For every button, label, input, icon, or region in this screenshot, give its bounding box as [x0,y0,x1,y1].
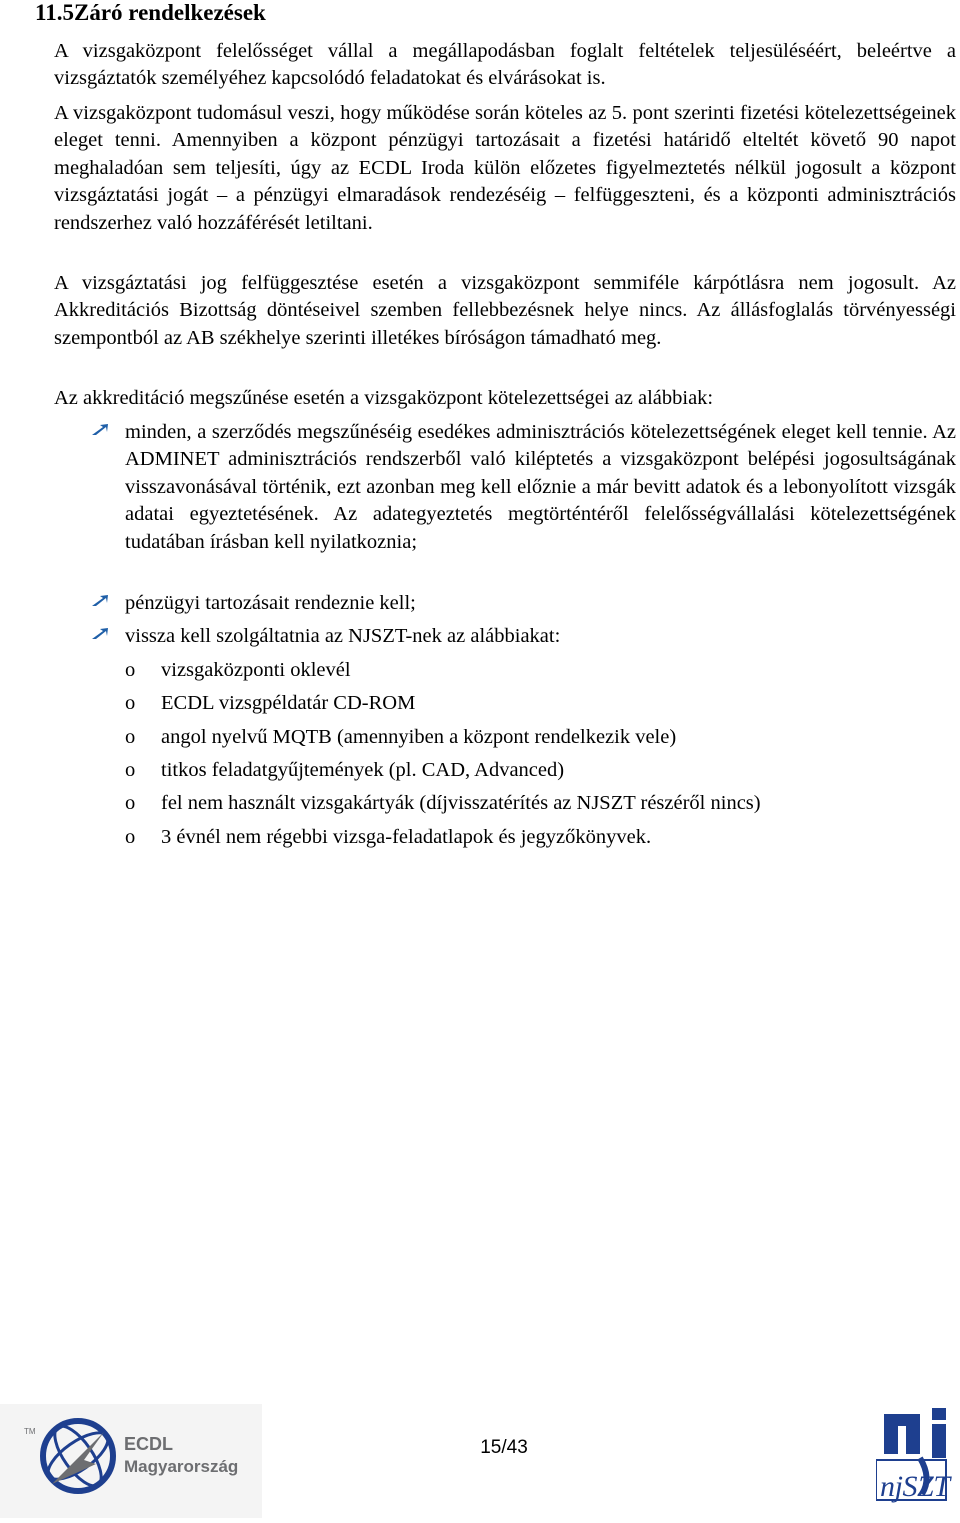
njszt-logo-text: njSZT [880,1470,950,1503]
arrow-bullet-icon [92,595,108,607]
sub-list-marker: o [125,726,136,748]
logo-subtitle: Magyarország [124,1457,239,1476]
sub-list-text: titkos feladatgyűjtemények (pl. CAD, Advanced) [161,759,565,781]
sub-list-marker: o [125,792,136,814]
paragraph-suspension: A vizsgáztatási jog felfüggesztése esetén a vizsgaközpont semmiféle kárpótlásra nem jogosult. Az Akkreditációs Bizottság döntéseivel szemben fellebbezésnek helye nincs. Az állásfoglalás törvényességi szempontból az AB székhelye szerinti illetékes bíróságon támadható meg. [54,272,956,349]
section-heading: 11.5Záró rendelkezések [35,0,266,25]
logo-title: ECDL [124,1434,173,1454]
logo-trademark: TM [24,1427,36,1436]
sub-list-marker: o [125,759,136,781]
sub-list-marker: o [125,826,136,848]
sub-list-marker: o [125,692,136,714]
sub-list-text: fel nem használt vizsgakártyák (díjvisszatérítés az NJSZT részéről nincs) [161,792,761,814]
paragraph-termination-intro: Az akkreditáció megszűnése esetén a vizsgaközpont kötelezettségei az alábbiak: [54,387,714,409]
njszt-logo-icon [876,1408,958,1506]
sub-list-text: ECDL vizsgpéldatár CD-ROM [161,692,416,714]
sub-list-text: angol nyelvű MQTB (amennyiben a központ rendelkezik vele) [161,726,677,748]
bullet-text: minden, a szerződés megszűnéséig esedékes adminisztrációs kötelezettségének eleget kell tennie. Az ADMINET adminisztrációs rendszerből való kiléptetés a vizsgaközpont belépési jogosultságának visszavonásával történik, ezt azonban meg kell előznie a már bevitt adatok és a lebonyolított vizsgák adatai egyeztetésének. Az adategyeztetés megtörténtéről felelősségvállalási kötelezettségének tudatában írásban kell nyilatkoznia; [125,421,956,553]
njszt-logo [876,1408,958,1506]
sub-list-text: vizsgaközponti oklevél [161,659,351,681]
paragraph-payment-obligations: A vizsgaközpont tudomásul veszi, hogy működése során köteles az 5. pont szerinti fizetési kötelezettségeinek eleget tenni. Amennyiben a központ pénzügyi tartozásait a fizetési határidő elteltét követő 90 napot meghaladóan sem teljesíti, úgy az ECDL Iroda külön előzetes figyelmeztetés nélkül jogosult a központ vizsgáztatási jogát – a pénzügyi elmaradások rendezéséig – felfüggeszteni, és a központi adminisztrációs rendszerhez való hozzáférését letiltani. [54,102,956,234]
ecdl-logo [0,1404,262,1518]
ecdl-globe-icon [0,1404,262,1518]
bullet-text: vissza kell szolgáltatnia az NJSZT-nek az alábbiakat: [125,625,561,647]
arrow-bullet-icon [92,628,108,640]
paragraph-responsibility: A vizsgaközpont felelősséget vállal a megállapodásban foglalt feltételek teljesüléséért, beleértve a vizsgáztatók személyéhez kapcsolódó feladatokat és elvárásokat is. [54,40,956,90]
page-number: 15/43 [480,1437,528,1458]
sub-list-text: 3 évnél nem régebbi vizsga-feladatlapok és jegyzőkönyvek. [161,826,652,848]
bullet-text: pénzügyi tartozásait rendeznie kell; [125,592,416,614]
sub-list-marker: o [125,659,136,681]
arrow-bullet-icon [92,424,108,436]
